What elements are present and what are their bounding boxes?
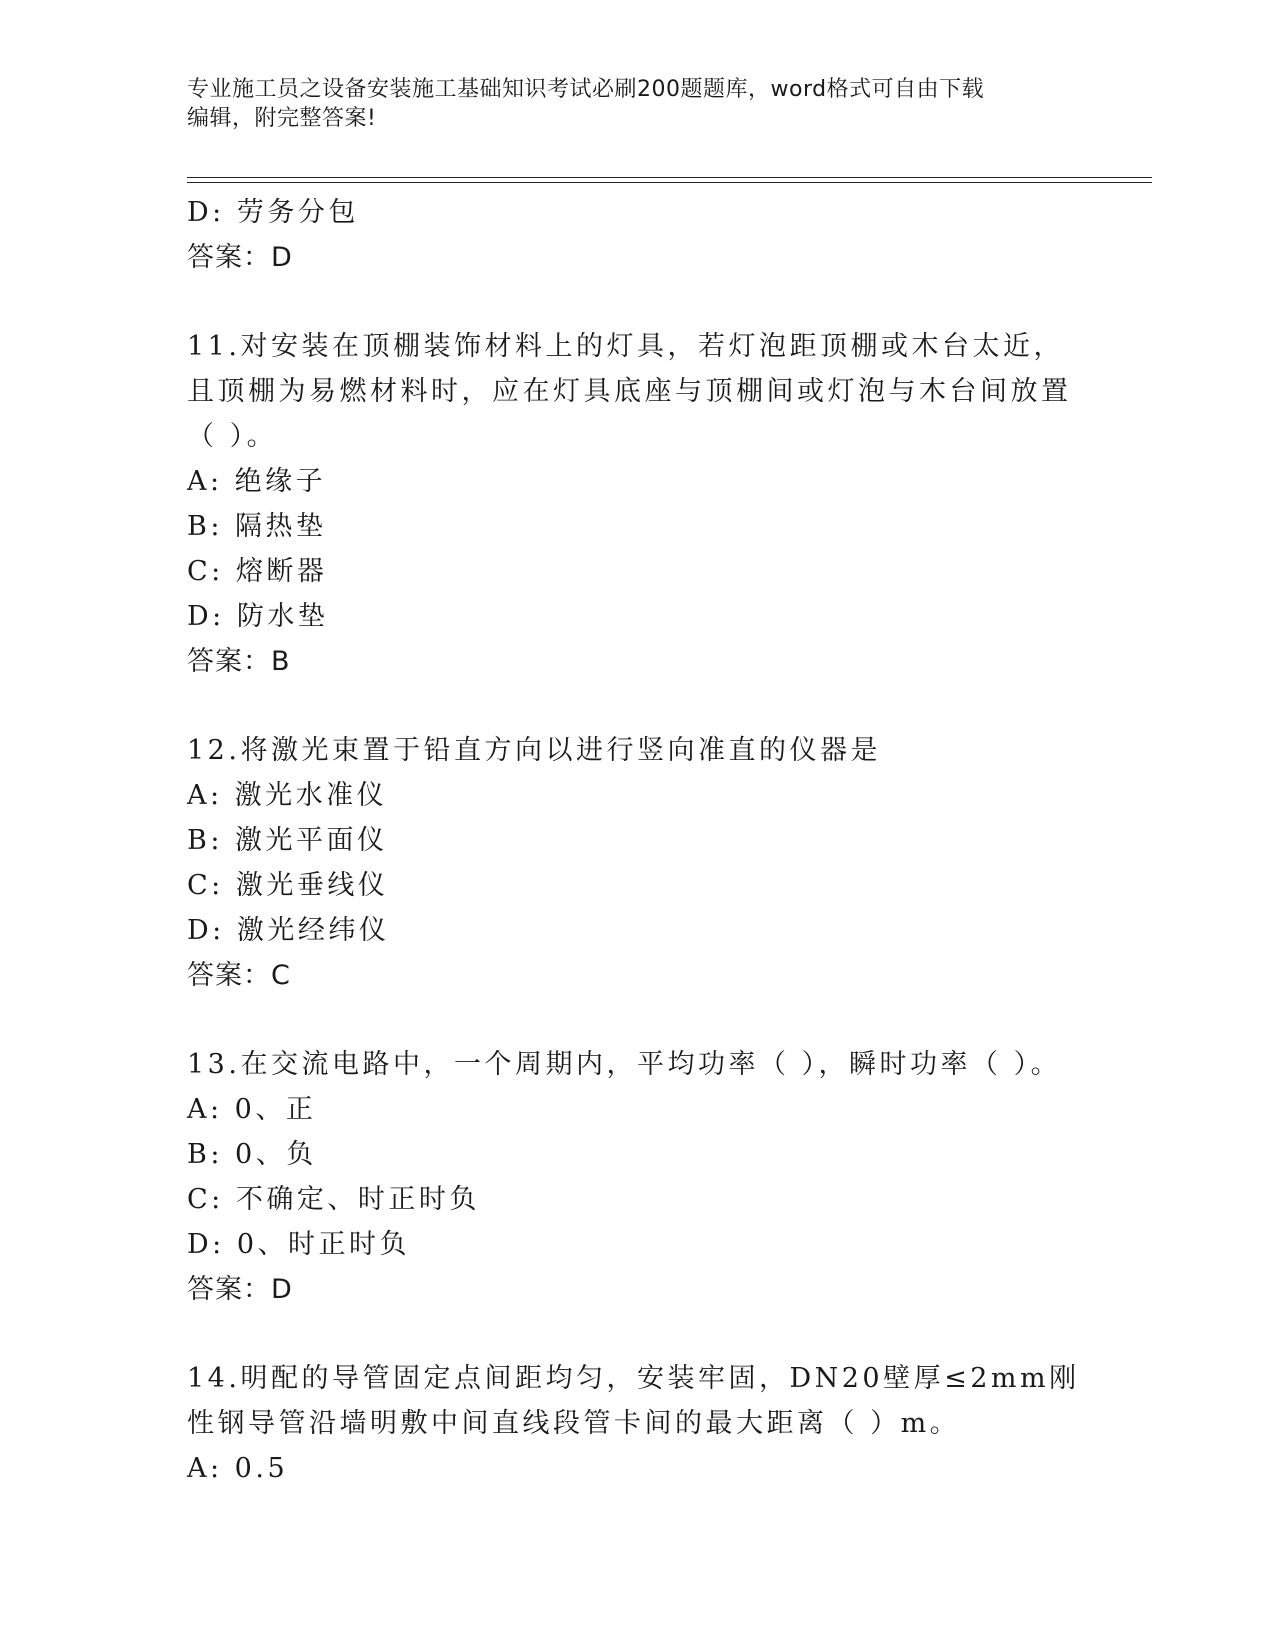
answer: 答案：D: [187, 1274, 293, 1305]
question-text: 11.对安装在顶棚装饰材料上的灯具，若灯泡距顶棚或木台太近，且顶棚为易燃材料时，应在灯具底座与顶棚间或灯泡与木台间放置（ ）。: [187, 331, 1072, 452]
option-c: C: 熔断器: [187, 556, 328, 587]
header-line-2: 编辑，附完整答案!: [187, 106, 377, 131]
option-a: A: 0.5: [187, 1453, 289, 1484]
question-14: [187, 1356, 1087, 1491]
question-12: [187, 728, 1087, 999]
header-rule-bottom: [187, 182, 1152, 183]
prev-answer: 答案：D: [187, 242, 293, 273]
question-11: [187, 324, 1087, 685]
document-header: [187, 75, 1087, 133]
option-d: D: 0、时正时负: [187, 1229, 411, 1260]
option-a: A: 激光水准仪: [187, 780, 388, 811]
header-rule-top: [187, 177, 1152, 178]
option-d: D: 防水垫: [187, 601, 329, 632]
question-text: 13.在交流电路中，一个周期内，平均功率（ ），瞬时功率（ ）。: [187, 1049, 1062, 1080]
prev-option-d: D: 劳务分包: [187, 197, 359, 228]
option-c: C: 激光垂线仪: [187, 870, 389, 901]
answer: 答案：C: [187, 960, 291, 991]
option-b: B: 激光平面仪: [187, 825, 388, 856]
question-text: 14.明配的导管固定点间距均匀，安装牢固，DN20壁厚≤2mm刚性钢导管沿墙明敷中间直线段管卡间的最大距离（ ）m。: [187, 1363, 1080, 1439]
option-b: B: 隔热垫: [187, 511, 327, 542]
option-c: C: 不确定、时正时负: [187, 1184, 480, 1215]
option-b: B: 0、负: [187, 1139, 317, 1170]
option-d: D: 激光经纬仪: [187, 915, 390, 946]
header-line-1: 专业施工员之设备安装施工基础知识考试必刷200题题库，word格式可自由下载: [187, 77, 985, 102]
answer: 答案：B: [187, 646, 291, 677]
question-13: [187, 1042, 1087, 1313]
option-a: A: 0、正: [187, 1094, 317, 1125]
question-text: 12.将激光束置于铅直方向以进行竖向准直的仪器是: [187, 735, 881, 766]
option-a: A: 绝缘子: [187, 466, 327, 497]
document-body: [187, 190, 1087, 1491]
